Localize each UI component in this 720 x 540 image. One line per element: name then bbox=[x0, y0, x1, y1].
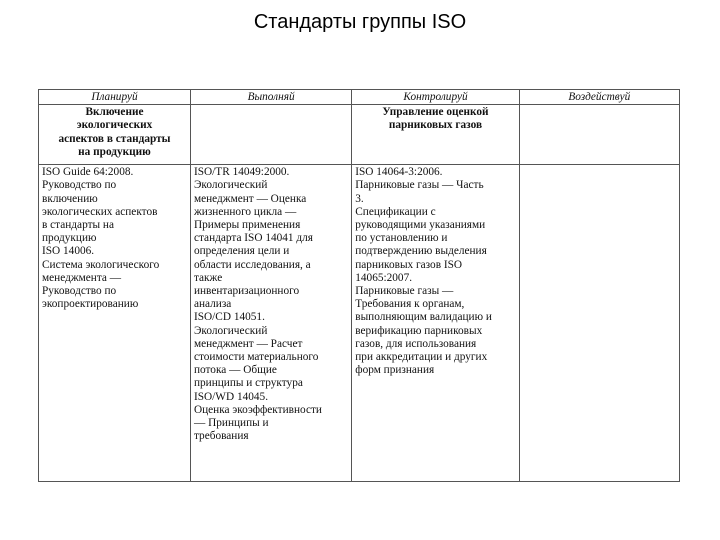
subheader-line: аспектов в стандарты bbox=[58, 132, 171, 145]
body-row bbox=[39, 165, 680, 482]
body-line: инвентаризационного bbox=[193, 285, 300, 298]
iso-standards-table bbox=[38, 89, 680, 482]
body-line: выполняющим валидацию и bbox=[355, 311, 492, 324]
body-line: форм признания bbox=[355, 364, 435, 377]
body-line: ISO 14064-3:2006. bbox=[355, 166, 443, 179]
body-line: анализа bbox=[193, 298, 232, 311]
subheader-line: парниковых газов bbox=[388, 119, 483, 132]
body-line: ISO 14006. bbox=[42, 245, 95, 258]
body-line: включению bbox=[42, 192, 98, 205]
body-line: стандарта ISO 14041 для bbox=[193, 232, 313, 245]
body-line: Система экологического bbox=[42, 258, 160, 271]
body-line: принципы и структура bbox=[193, 377, 303, 390]
body-line: Руководство по bbox=[42, 179, 117, 192]
body-control-cell bbox=[352, 165, 519, 482]
body-line: 14065:2007. bbox=[355, 271, 413, 284]
body-plan-cell bbox=[39, 165, 191, 482]
body-line: также bbox=[193, 271, 223, 284]
subheader-do-cell bbox=[190, 105, 351, 165]
header-act: Воздействуй bbox=[519, 90, 679, 105]
subheader-line: на продукцию bbox=[78, 145, 151, 158]
body-line: жизненного цикла — bbox=[193, 205, 297, 218]
body-line: продукцию bbox=[42, 232, 97, 245]
body-act-cell bbox=[519, 165, 679, 482]
body-line: менеджмент — Оценка bbox=[193, 192, 307, 205]
body-line: подтверждению выделения bbox=[355, 245, 487, 258]
header-control: Контролируй bbox=[352, 90, 519, 105]
subheader-row bbox=[39, 105, 680, 165]
body-line: Спецификации с bbox=[355, 205, 436, 218]
body-line: Парниковые газы — bbox=[355, 285, 454, 298]
body-do-cell bbox=[190, 165, 351, 482]
body-line: при аккредитации и других bbox=[355, 351, 488, 364]
body-line: Примеры применения bbox=[193, 219, 301, 232]
body-line: определения цели и bbox=[193, 245, 290, 258]
body-line: экопроектированию bbox=[42, 298, 139, 311]
body-line: 3. bbox=[355, 192, 364, 205]
body-line: экологических аспектов bbox=[42, 205, 158, 218]
body-line: ISO/TR 14049:2000. bbox=[193, 166, 290, 179]
body-line: ISO Guide 64:2008. bbox=[42, 166, 134, 179]
body-line: парниковых газов ISO bbox=[355, 258, 463, 271]
body-line: — Принципы и bbox=[193, 417, 269, 430]
subheader-control-cell bbox=[352, 105, 519, 165]
header-plan: Планируй bbox=[39, 90, 191, 105]
body-line: в стандарты на bbox=[42, 219, 114, 232]
subheader-act-cell bbox=[519, 105, 679, 165]
body-line: менеджмент — Расчет bbox=[193, 337, 303, 350]
body-line: требования bbox=[193, 430, 249, 443]
subheader-line: Управление оценкой bbox=[382, 106, 489, 119]
body-line: потока — Общие bbox=[193, 364, 277, 377]
subheader-plan-cell bbox=[39, 105, 191, 165]
body-line: ISO/CD 14051. bbox=[193, 311, 265, 324]
body-line: верификацию парниковых bbox=[355, 324, 483, 337]
header-row bbox=[39, 90, 680, 105]
body-line: Оценка экоэффективности bbox=[193, 403, 322, 416]
slide-title: Стандарты группы ISO bbox=[253, 11, 467, 33]
body-line: Руководство по bbox=[42, 285, 117, 298]
body-line: стоимости материального bbox=[193, 351, 319, 364]
body-line: Парниковые газы — Часть bbox=[355, 179, 484, 192]
body-line: менеджмента — bbox=[42, 271, 122, 284]
body-line: Экологический bbox=[193, 324, 268, 337]
body-line: газов, для использования bbox=[355, 337, 477, 350]
body-line: по установлению и bbox=[355, 232, 448, 245]
body-line: области исследования, а bbox=[193, 258, 311, 271]
body-line: руководящими указаниями bbox=[355, 219, 486, 232]
subheader-line: экологических bbox=[76, 119, 153, 132]
header-do: Выполняй bbox=[190, 90, 351, 105]
body-line: Экологический bbox=[193, 179, 268, 192]
subheader-line: Включение bbox=[85, 106, 144, 119]
body-line: Требования к органам, bbox=[355, 298, 465, 311]
body-line: ISO/WD 14045. bbox=[193, 390, 269, 403]
